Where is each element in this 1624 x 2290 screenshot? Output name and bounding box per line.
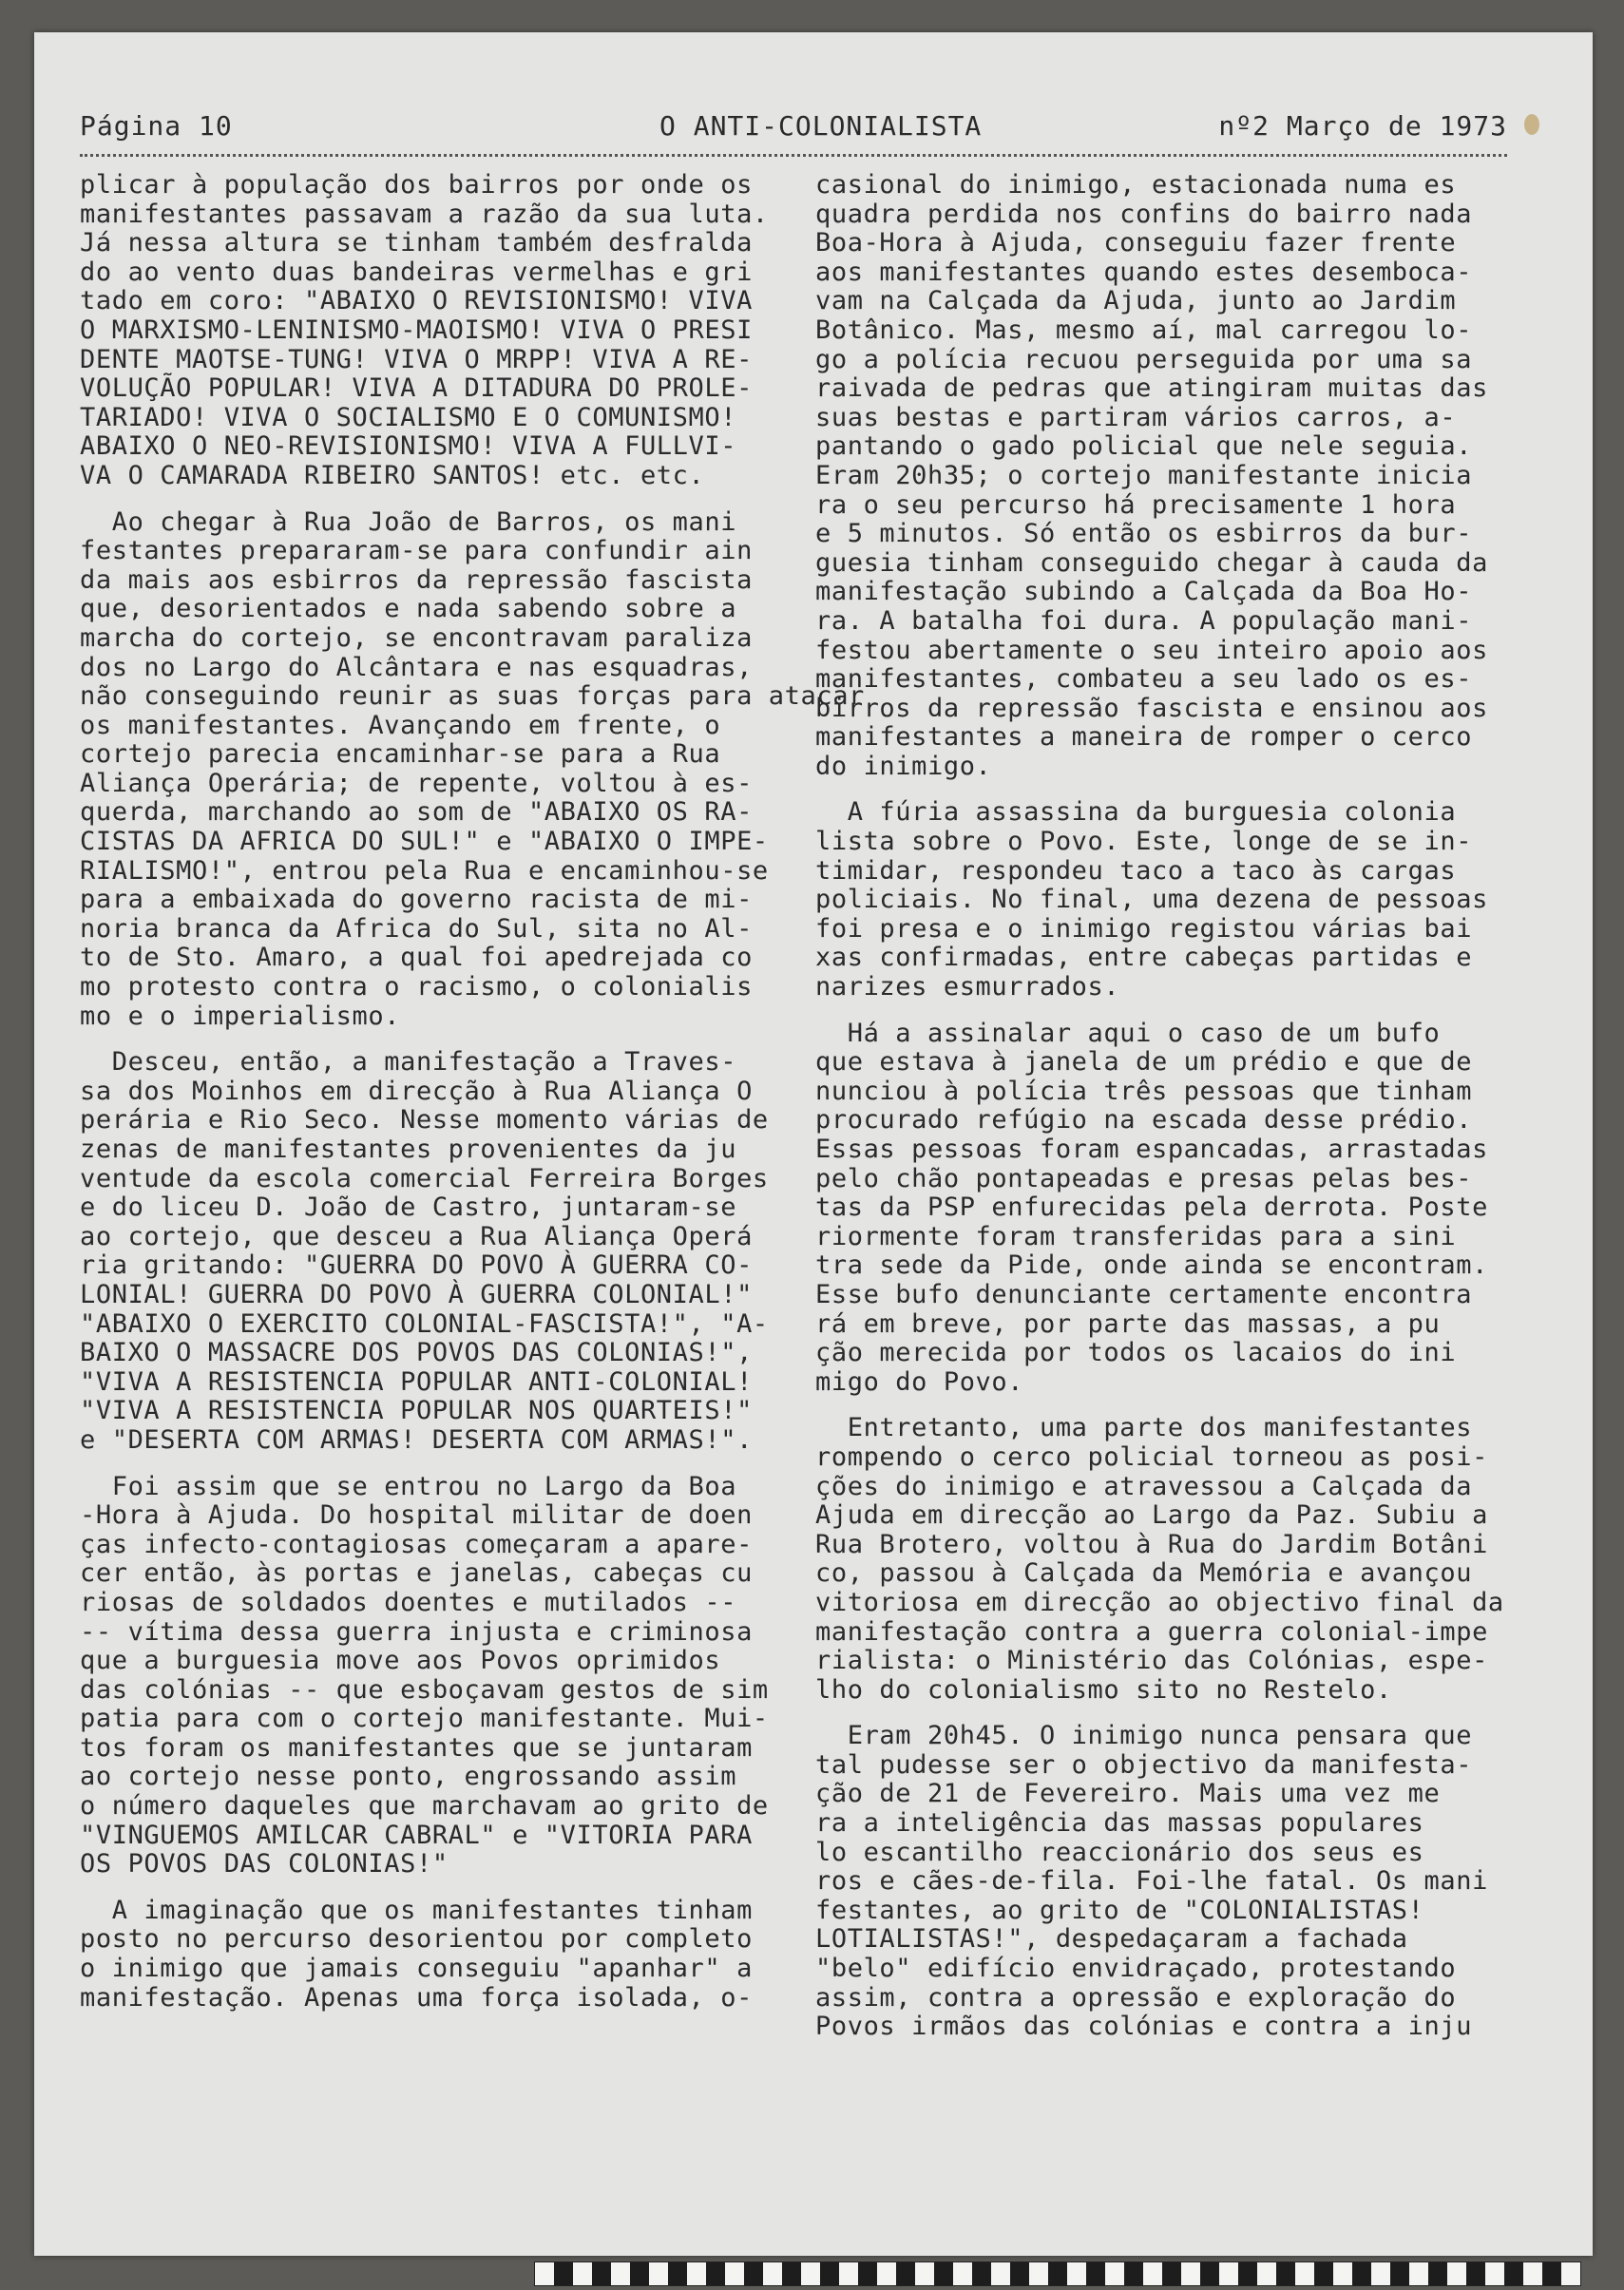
paragraph: Entretanto, uma parte dos manifestantes rompendo o cerco policial torneou as posi- ções do inimigo e atravessou a Calçada da Ajuda em direcção ao Largo da Paz. Subiu a Rua Brotero, voltou à Rua do Jardim Botâni co, passou à Calçada da Memória e avançou vitoriosa em direcção ao objectivo final da manifestação contra a guerra colonial-impe rialista: o Ministério das Colónias, espe- lho do colonialismo sito no Restelo.: [815, 1413, 1504, 1705]
paragraph: Ao chegar à Rua João de Barros, os mani festantes prepararam-se para confundir ain da mais aos esbirros da repressão fascista que, desorientados e nada sabendo sobre a marcha do cortejo, se encontravam paraliza dos no Largo do Alcântara e nas esquadras, não conseguindo reunir as suas forças para atacar os manifestantes. Avançando em frente, o cortejo parecia encaminhar-se para a Rua Aliança Operária; de repente, voltou à es- querda, marchando ao som de "ABAIXO OS RA- CISTAS DA AFRICA DO SUL!" e "ABAIXO O IMPE- RIALISMO!", entrou pela Rua e encaminhou-se para a embaixada do governo racista de mi- noria branca da Africa do Sul, sita no Al- to de Sto. Amaro, a qual foi apedrejada co mo protesto contra o racismo, o colonialis mo e o imperialismo.: [80, 506, 865, 1031]
issue-date: nº2 Março de 1973: [1218, 110, 1507, 142]
paragraph: plicar à população dos bairros por onde os manifestantes passavam a razão da sua luta. Já nessa altura se tinham também desfralda do ao vento duas bandeiras vermelhas e gri tado em coro: "ABAIXO O REVISIONISMO! VIVA O MARXISMO-LENINISMO-MAOISMO! VIVA O PRESI DENTE MAOTSE-TUNG! VIVA O MRPP! VIVA A RE- VOLUÇÃO POPULAR! VIVA A DITADURA DO PROLE- TARIADO! VIVA O SOCIALISMO E O COMUNISMO! ABAIXO O NEO-REVISIONISMO! VIVA A FULLVI- VA O CAMARADA RIBEIRO SANTOS! etc. etc.: [80, 170, 769, 490]
paragraph: casional do inimigo, estacionada numa es quadra perdida nos confins do bairro nada Boa-Hora à Ajuda, conseguiu fazer frente aos manifestantes quando estes desemboca- vam na Calçada da Ajuda, junto ao Jardim Botânico. Mas, mesmo aí, mal carregou lo- go a polícia recuou perseguida por uma sa raivada de pedras que atingiram muitas das suas bestas e partiram vários carros, a- pantando o gado policial que nele seguia. Eram 20h35; o cortejo manifestante inicia ra o seu percurso há precisamente 1 hora e 5 minutos. Só então os esbirros da bur- guesia tinham conseguido chegar à cauda da manifestação subindo a Calçada da Boa Ho- ra. A batalha foi dura. A população mani- festou abertamente o seu inteiro apoio aos manifestantes, combateu a seu lado os es- birros da repressão fascista e ensinou aos manifestantes a maneira de romper o cerco do inimigo.: [815, 170, 1488, 781]
punch-mark: [1524, 114, 1539, 135]
paragraph: Eram 20h45. O inimigo nunca pensara que tal pudesse ser o objectivo da manifesta- ção de 21 de Fevereiro. Mais uma vez me ra a inteligência das massas populares lo escantilho reaccionário dos seus es ros e cães-de-fila. Foi-lhe fatal. Os mani festantes, ao grito de "COLONIALISTAS! LOTIALISTAS!", despedaçaram a fachada "belo" edifício envidraçado, protestando assim, contra a opressão e exploração do Povos irmãos das colónias e contra a inju: [815, 1721, 1488, 2042]
paragraph: A fúria assassina da burguesia colonia lista sobre o Povo. Este, longe de se in- timidar, respondeu taco a taco às cargas policiais. No final, uma dezena de pessoas foi presa e o inimigo registou várias bai xas confirmadas, entre cabeças partidas e narizes esmurrados.: [815, 797, 1488, 1002]
page-number: Página 10: [80, 110, 233, 142]
measurement-scale: [534, 2261, 1581, 2286]
paragraph: Foi assim que se entrou no Largo da Boa -Hora à Ajuda. Do hospital militar de doen ças infecto-contagiosas começaram a apare- cer então, às portas e janelas, cabeças cu riosas de soldados doentes e mutilados -- -- vítima dessa guerra injusta e criminosa que a burguesia move aos Povos oprimidos das colónias -- que esboçavam gestos de sim patia para com o cortejo manifestante. Mui- tos foram os manifestantes que se juntaram ao cortejo nesse ponto, engrossando assim o número daqueles que marchavam ao grito de "VINGUEMOS AMILCAR CABRAL" e "VITORIA PARA OS POVOS DAS COLONIAS!": [80, 1471, 769, 1880]
document-page: [34, 32, 1593, 2256]
paragraph: Há a assinalar aqui o caso de um bufo que estava à janela de um prédio e que de nunciou à polícia três pessoas que tinham procurado refúgio na escada desse prédio. Essas pessoas foram espancadas, arrastadas pelo chão pontapeadas e presas pelas bes- tas da PSP enfurecidas pela derrota. Poste riormente foram transferidas para a sini tra sede da Pide, onde ainda se encontram. Esse bufo denunciante certamente encontra rá em breve, por parte das massas, a pu ção merecida por todos os lacaios do ini migo do Povo.: [815, 1018, 1488, 1397]
newspaper-title: O ANTI-COLONIALISTA: [659, 110, 983, 142]
paragraph: Desceu, então, a manifestação a Traves- sa dos Moinhos em direcção à Rua Aliança O perária e Rio Seco. Nesse momento várias de zenas de manifestantes provenientes da ju ventude da escola comercial Ferreira Borges e do liceu D. João de Castro, juntaram-se ao cortejo, que desceu a Rua Aliança Operá ria gritando: "GUERRA DO POVO À GUERRA CO- LONIAL! GUERRA DO POVO À GUERRA COLONIAL!" "ABAIXO O EXERCITO COLONIAL-FASCISTA!", "A- BAIXO O MASSACRE DOS POVOS DAS COLONIAS!", "VIVA A RESISTENCIA POPULAR ANTI-COLONIAL! "VIVA A RESISTENCIA POPULAR NOS QUARTEIS!" e "DESERTA COM ARMAS! DESERTA COM ARMAS!".: [80, 1047, 769, 1455]
page-header: [80, 110, 1507, 156]
left-column: [80, 170, 865, 2030]
header-divider: [80, 154, 1507, 157]
paragraph: A imaginação que os manifestantes tinham posto no percurso desorientou por completo o inimigo que jamais conseguiu "apanhar" a manifestação. Apenas uma força isolada, o-: [80, 1895, 753, 2013]
right-column: [815, 171, 1519, 2059]
